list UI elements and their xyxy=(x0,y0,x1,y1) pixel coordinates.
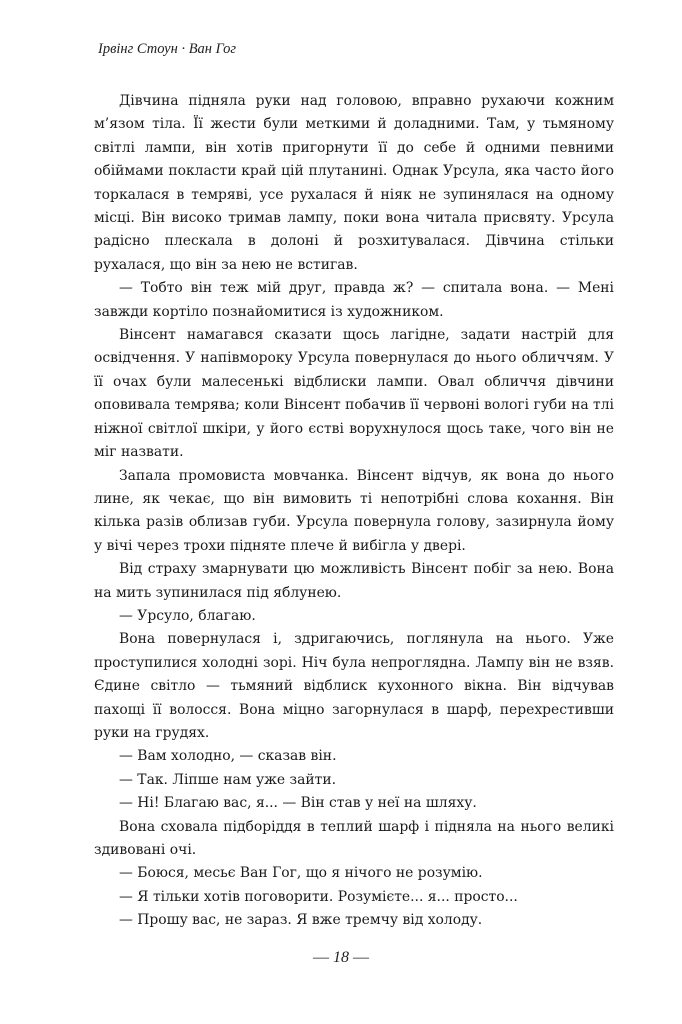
folio-dash-right: — xyxy=(349,949,369,966)
page-number xyxy=(0,949,682,967)
running-head: Ірвінг Стоун · Ван Гог xyxy=(98,41,237,57)
paragraph: — Прошу вас, не зараз. Я вже тремчу від холоду. xyxy=(119,912,483,929)
paragraph: — Я тільки хотів поговорити. Розумієте... я... просто... xyxy=(119,888,518,905)
paragraph: — Ні! Благаю вас, я... — Він став у неї на шляху. xyxy=(119,795,477,812)
page-number-value: 18 xyxy=(333,949,349,966)
paragraph: Дівчина підняла руки над головою, вправно рухаючи кожним м’язом тіла. Її жести були меткими й доладними. Там, у тьмяному світлі лампи, він хотів пригорнути її до себе й одними певними обіймами покласти край цій плутанині. Однак Урсула, яка часто його торкалася в темряві, усе рухалася й ніяк не зупинялася на одному місці. Він високо тримав лампу, поки вона читала присвяту. Урсула радісно плескала в долоні й розхитувалася. Дівчина стільки рухалася, що він за нею не встигав. xyxy=(94,93,614,273)
paragraph: — Тобто він теж мій друг, правда ж? — спитала вона. — Мені завжди кортіло познайомитися із художником. xyxy=(94,280,614,320)
paragraph: Запала промовиста мовчанка. Вінсент відчув, як вона до нього лине, як чекає, що він вимовить ті непотрібні слова кохання. Він кілька разів облизав губи. Урсула повернула голову, зазирнула йому у вічі через трохи підняте плече й вибігла у двері. xyxy=(94,467,614,554)
paragraph: — Так. Ліпше нам уже зайти. xyxy=(119,771,337,788)
book-page xyxy=(94,40,614,933)
paragraph: Вона сховала підборіддя в теплий шарф і підняла на нього великі здивовані очі. xyxy=(94,818,614,858)
paragraph: — Урсуло, благаю. xyxy=(119,607,256,624)
paragraph: Вона повернулася і, здригаючись, поглянула на нього. Уже проступилися холодні зорі. Ніч була непроглядна. Лампу він не взяв. Єдине світло — тьмяний відблиск кухонного вікна. Він відчував пахощі її волосся. Вона міцно загорнулася в шарф, перехрестивши руки на грудях. xyxy=(94,631,614,741)
paragraph: Від страху змарнувати цю можливість Вінсент побіг за нею. Вона на мить зупинилася під яблунею. xyxy=(94,561,614,601)
paragraph: — Боюся, месьє Ван Гог, що я нічого не розумію. xyxy=(119,865,483,882)
paragraph: Вінсент намагався сказати щось лагідне, задати настрій для освідчення. У напівмороку Урсула повернулася до нього обличчям. У її очах були малесенькі відблиски лампи. Овал обличчя дівчини оповивала темрява; коли Вінсент побачив її червоні вологі губи на тлі ніжної світлої шкіри, у його єстві ворухнулося щось таке, чого він не міг назвати. xyxy=(94,327,614,461)
folio-dash-left: — xyxy=(313,949,333,966)
body-text xyxy=(94,90,614,933)
paragraph: — Вам холодно, — сказав він. xyxy=(119,748,337,765)
